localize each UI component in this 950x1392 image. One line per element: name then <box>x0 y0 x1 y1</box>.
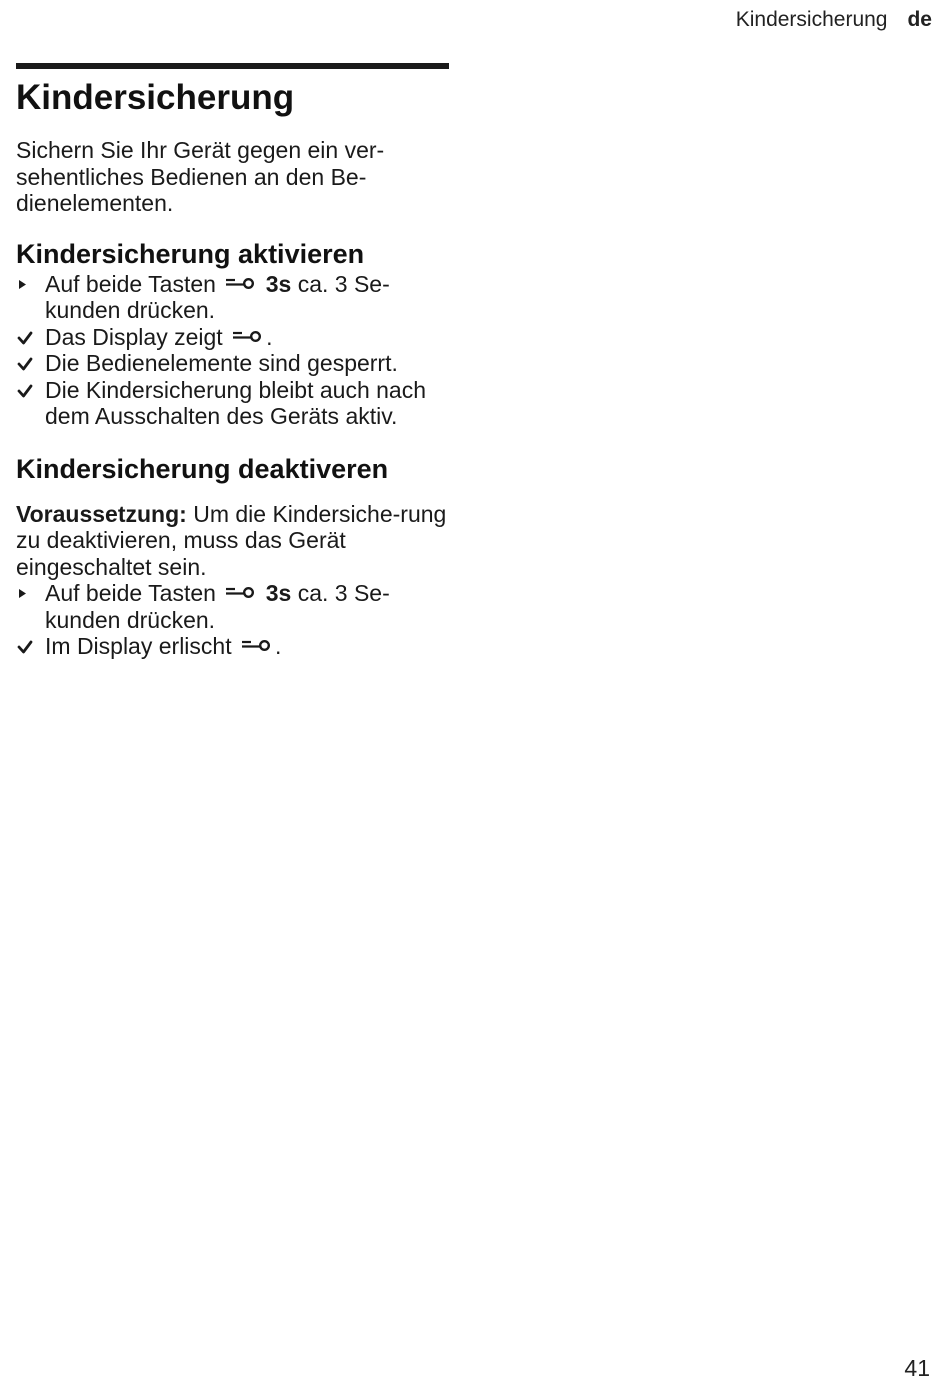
key-lock-icon <box>225 276 255 290</box>
prerequisite-paragraph <box>16 501 450 581</box>
checkmark-icon <box>16 350 36 376</box>
activate-result-3: Die Kindersicherung bleibt auch nach dem Ausschalten des Geräts aktiv. <box>16 377 450 430</box>
intro-paragraph: Sichern Sie Ihr Gerät gegen ein ver-sehentliches Bedienen an den Be-dienelementen. <box>16 137 385 216</box>
checkmark-icon <box>16 324 36 350</box>
activate-result-2: Die Bedienelemente sind gesperrt. <box>16 350 450 377</box>
section-rule <box>16 63 449 69</box>
prerequisite-text: Um die Kindersiche-rung zu deaktivieren, muss das Gerät eingeschaltet sein. <box>16 500 447 580</box>
key-duration: 3s <box>265 270 292 297</box>
step-arrow-icon <box>16 271 36 297</box>
page-number: 41 <box>904 1355 930 1381</box>
prerequisite-label: Voraussetzung: <box>16 500 187 527</box>
page-title: Kindersicherung <box>16 78 295 117</box>
deactivate-step-1: Auf beide Tasten 3s ca. 3 Se-kunden drücken. <box>16 580 450 633</box>
checkmark-icon <box>16 633 36 659</box>
activate-list <box>16 271 450 430</box>
deactivate-list <box>16 580 450 660</box>
key-duration: 3s <box>265 580 292 606</box>
checkmark-icon <box>16 377 36 403</box>
step-arrow-icon <box>16 580 36 606</box>
key-lock-icon <box>241 638 271 652</box>
deactivate-result-1: Im Display erlischt . <box>16 633 450 660</box>
deactivate-heading: Kindersicherung deaktiveren <box>16 453 389 484</box>
activate-result-1: Das Display zeigt . <box>16 324 450 351</box>
activate-step-1: Auf beide Tasten 3s ca. 3 Se-kunden drücken. <box>16 271 450 324</box>
key-lock-icon <box>232 329 262 343</box>
activate-heading: Kindersicherung aktivieren <box>16 238 365 269</box>
header-section-title: Kindersicherung <box>735 8 888 31</box>
running-header <box>736 8 932 32</box>
key-lock-icon <box>225 585 255 599</box>
header-language: de <box>907 8 932 31</box>
content-column <box>16 63 450 660</box>
